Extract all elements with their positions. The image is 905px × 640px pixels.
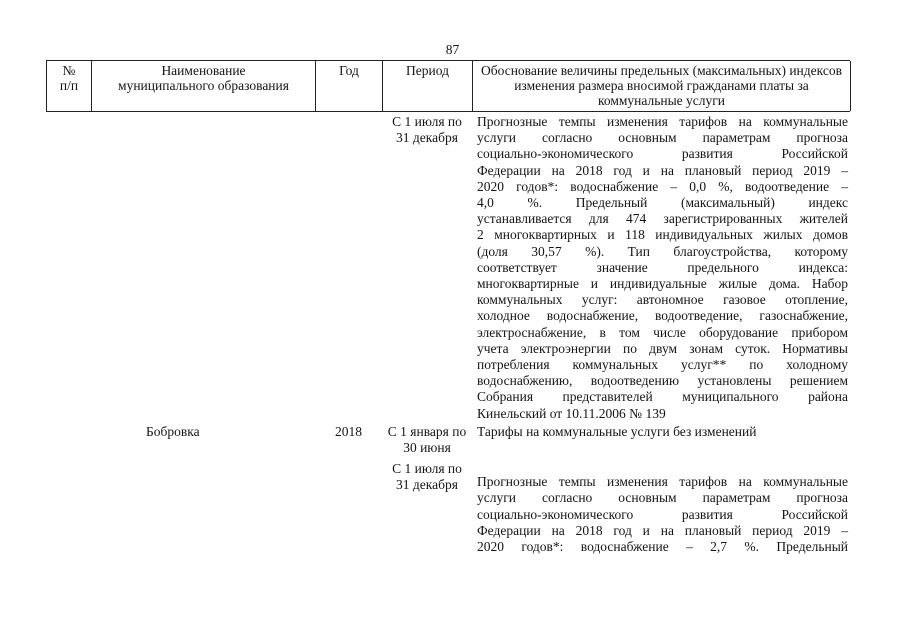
justification-line: социально-экономического развития Российской [477, 146, 848, 162]
justification-line: учета электроэнергии по двум зонам суток. Нормативы [477, 340, 848, 356]
year-cell [315, 114, 382, 422]
table-header [46, 60, 850, 112]
table-body [46, 114, 850, 555]
tariff-table [46, 60, 850, 555]
justification-line: коммунальных услуг: автономное газовое отопление, [477, 292, 848, 308]
municipality-cell [91, 461, 315, 555]
year-cell: 2018 [335, 423, 362, 439]
header-justification: Обоснование величины предельных (максимальных) индексов изменения размера вносимой гражданами платы за коммунальные услуги [473, 61, 851, 111]
table-row [46, 114, 850, 422]
justification-line: услуги согласно основным параметрам прогноза [477, 130, 848, 146]
header-year: Год [316, 61, 383, 111]
justification-line: Прогнозные темпы изменения тарифов на коммунальные [477, 474, 848, 490]
justification-line: 4,0 %. Предельный (максимальный) индекс [477, 195, 848, 211]
header-number: № п/п [47, 61, 92, 111]
row-number-cell [46, 424, 91, 456]
justification-cell [472, 424, 850, 456]
table-row [46, 461, 850, 555]
row-number-cell [46, 114, 91, 422]
justification-line: электроснабжение, в том числе оборудование прибором [477, 324, 848, 340]
municipality-cell [91, 114, 315, 422]
justification-line: 2 многоквартирных и 118 индивидуальных жилых домов [477, 227, 848, 243]
justification-line: Прогнозные темпы изменения тарифов на коммунальные [477, 114, 848, 129]
justification-line: услуги согласно основным параметрам прогноза [477, 490, 848, 506]
justification-line: Кинельский от 10.11.2006 № 139 [477, 405, 666, 421]
header-municipality: Наименование муниципального образования [92, 61, 316, 111]
justification-cell [472, 114, 850, 422]
period-cell: С 1 июля по 31 декабря [392, 461, 462, 493]
page-number: 87 [445, 42, 460, 57]
year-cell [315, 461, 382, 555]
justification-line: 2020 годов*: водоснабжение – 2,7 %. Предельный [477, 539, 848, 555]
period-cell: С 1 января по 30 июня [387, 423, 467, 456]
municipality-cell: Бобровка [146, 423, 200, 439]
justification-line: Собрания представителей муниципального района [477, 389, 848, 405]
justification-line: устанавливается для 474 зарегистрированных жителей [477, 211, 848, 227]
justification-line: Тарифы на коммунальные услуги без изменений [477, 423, 757, 439]
justification-line: (доля 30,57 %). Тип благоустройства, которому [477, 243, 848, 259]
justification-line: 2020 годов*: водоснабжение – 0,0 %, водоотведение – [477, 178, 848, 194]
justification-line: социально-экономического развития Российской [477, 506, 848, 522]
justification-line: Федерации на 2018 год и на плановый период 2019 – [477, 522, 848, 538]
justification-line: соответствует значение предельного индекса: [477, 259, 848, 275]
justification-line: потребления коммунальных услуг** по холодному [477, 357, 848, 373]
justification-line: холодное водоснабжение, водоотведение, газоснабжение, [477, 308, 848, 324]
row-number-cell [46, 461, 91, 555]
justification-line: водоснабжению, водоотведению установлены решением [477, 373, 848, 389]
justification-cell [472, 461, 850, 555]
justification-line: многоквартирные и индивидуальные жилые дома. Набор [477, 276, 848, 292]
header-period: Период [383, 61, 473, 111]
table-row [46, 424, 850, 456]
period-cell: С 1 июля по 31 декабря [392, 114, 462, 146]
justification-line: Федерации на 2018 год и на плановый период 2019 – [477, 162, 848, 178]
